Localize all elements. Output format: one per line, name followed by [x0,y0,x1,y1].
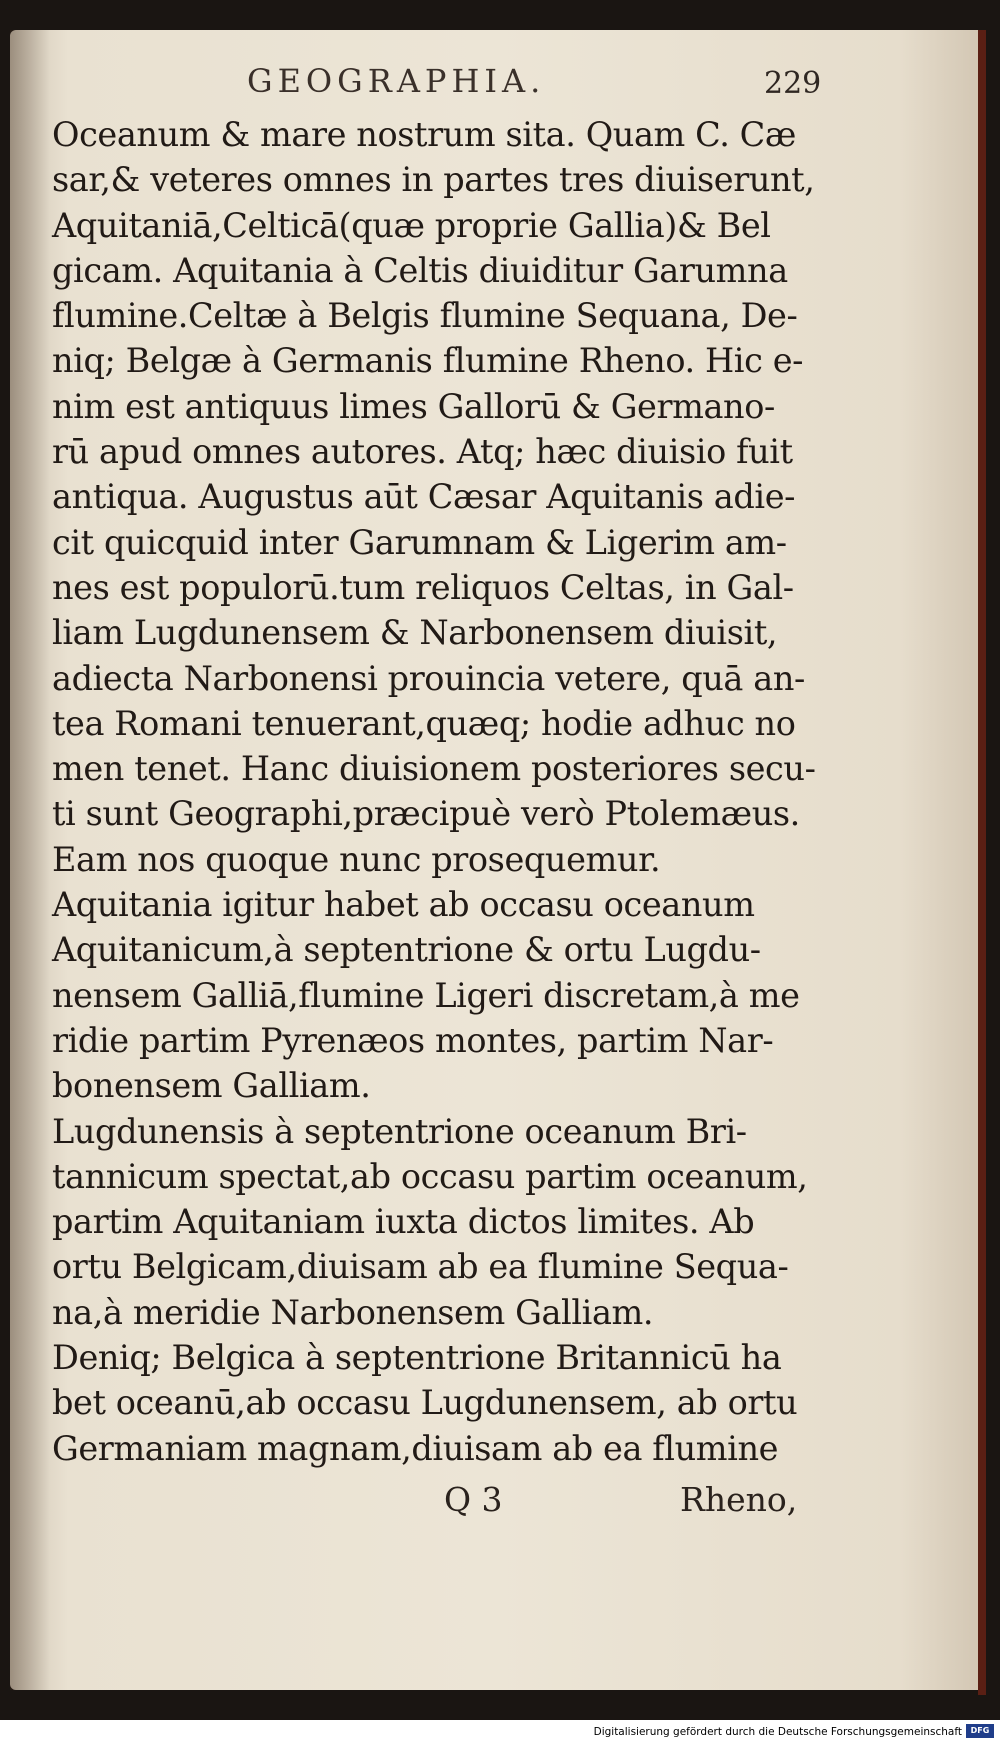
running-head [52,58,832,108]
footer-bar [0,1720,1000,1746]
text-line: ti sunt Geographi,præcipuè verò Ptolemæus. [52,794,800,834]
page-edge [978,30,986,1695]
text-line: ridie partim Pyrenæos montes, partim Nar- [52,1020,774,1060]
text-line: cit quicquid inter Garumnam & Ligerim am- [52,522,787,562]
text-line: Deniq; Belgica à septentrione Britannicū ha [52,1338,782,1378]
catchword: Rheno, [680,1480,798,1519]
body-text [52,112,816,1471]
catchline [52,1480,812,1526]
funding-credit: Digitalisierung gefördert durch die Deutsche Forschungsgemeinschaft [593,1726,962,1738]
text-line: tea Romani tenuerant,quæq; hodie adhuc no [52,703,796,743]
text-line: gicam. Aquitania à Celtis diuiditur Garumna [52,250,788,290]
text-line: rū apud omnes autores. Atq; hæc diuisio fuit [52,432,793,472]
signature-mark: Q 3 [444,1480,503,1519]
page-gutter-shadow [10,30,50,1690]
running-head-title: GEOGRAPHIA. [247,62,546,100]
text-line: men tenet. Hanc diuisionem posteriores secu- [52,749,816,789]
text-line: antiqua. Augustus aūt Cæsar Aquitanis adie- [52,477,796,517]
text-line: liam Lugdunensem & Narbonensem diuisit, [52,613,778,653]
text-line: ortu Belgicam,diuisam ab ea flumine Sequa- [52,1247,789,1287]
text-line: Germaniam magnam,diuisam ab ea flumine [52,1428,779,1468]
text-line: flumine.Celtæ à Belgis flumine Sequana, De- [52,296,798,336]
text-line: niq; Belgæ à Germanis flumine Rheno. Hic e- [52,341,804,381]
text-line: Aquitaniā,Celticā(quæ proprie Gallia)& Bel [52,205,771,245]
text-line: nensem Galliā,flumine Ligeri discretam,à me [52,975,800,1015]
page-number: 229 [764,66,822,101]
text-line: sar,& veteres omnes in partes tres diuiserunt, [52,160,815,200]
text-line: Eam nos quoque nunc prosequemur. [52,839,661,879]
text-line: tannicum spectat,ab occasu partim oceanum, [52,1156,808,1196]
text-line: Lugdunensis à septentrione oceanum Bri- [52,1111,747,1151]
text-line: nes est populorū.tum reliquos Celtas, in Gal- [52,567,794,607]
text-line: na,à meridie Narbonensem Galliam. [52,1292,654,1332]
text-line: bet oceanū,ab occasu Lugdunensem, ab ortu [52,1383,798,1423]
text-line: Aquitanicum,à septentrione & ortu Lugdu- [52,930,761,970]
text-line: bonensem Galliam. [52,1066,371,1106]
text-line: adiecta Narbonensi prouincia vetere, quā an- [52,658,805,698]
text-line: Aquitania igitur habet ab occasu oceanum [52,885,755,925]
text-line: Oceanum & mare nostrum sita. Quam C. Cæ [52,115,797,154]
dfg-logo: DFG [966,1724,994,1738]
text-line: nim est antiquus limes Gallorū & Germano- [52,386,775,426]
text-line: partim Aquitaniam iuxta dictos limites. Ab [52,1202,755,1242]
